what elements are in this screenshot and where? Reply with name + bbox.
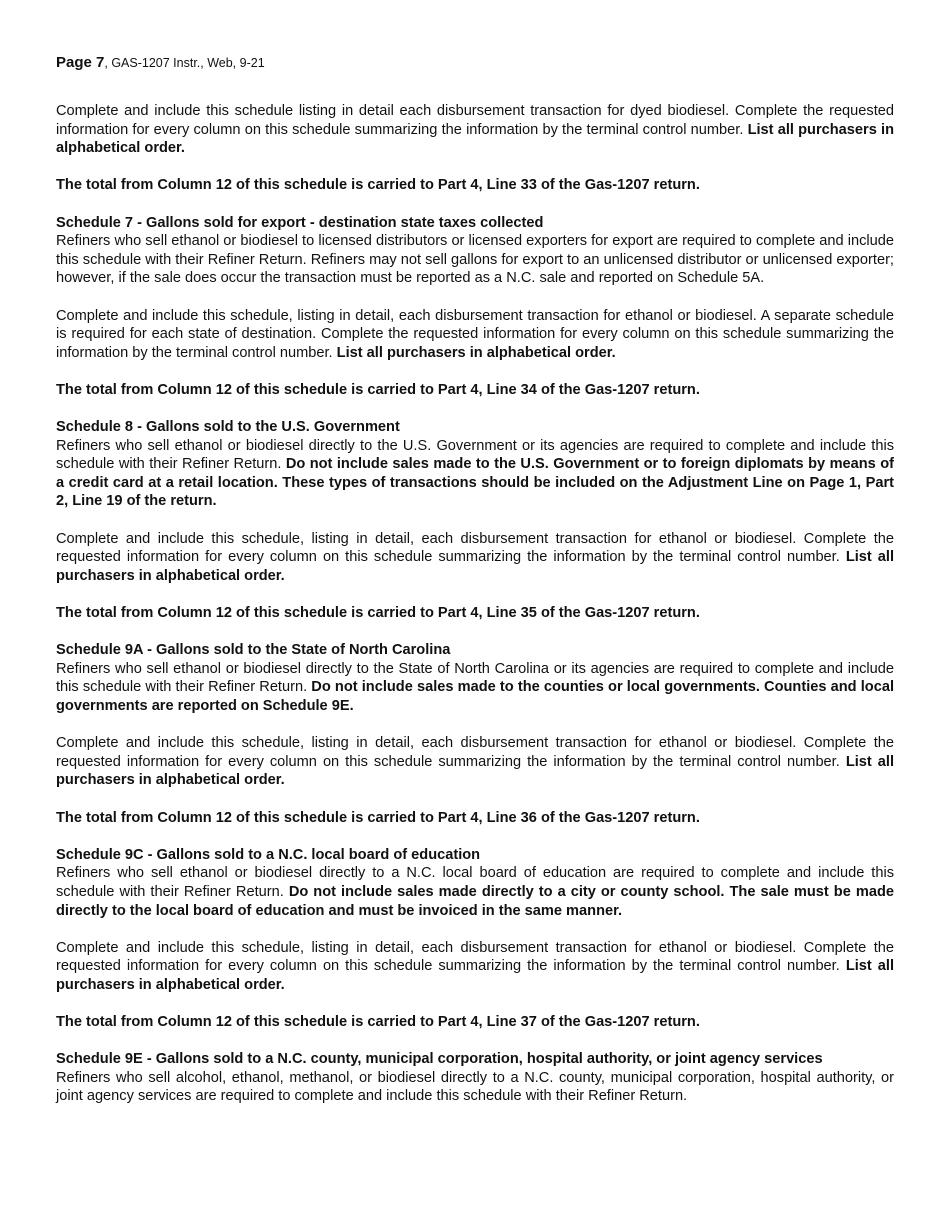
schedule-7-instructions [56, 307, 894, 363]
schedule-8-section [56, 418, 894, 511]
schedule-9c-title: Schedule 9C - Gallons sold to a N.C. local board of education [56, 846, 481, 863]
schedule-9c-section [56, 846, 894, 920]
schedule-9e-section [56, 1050, 894, 1106]
schedule-8-instructions [56, 530, 894, 586]
document-page [56, 54, 894, 1125]
schedule-9e-body: Refiners who sell alcohol, ethanol, methanol, or biodiesel directly to a N.C. county, municipal corporation, hospital authority, or joint agency services are required to complete and include this schedule with their Refiner Return. [56, 1069, 894, 1105]
header-separator: , [104, 56, 112, 70]
schedule-7-instructions-bold: List all purchasers in alphabetical order. [336, 344, 616, 361]
schedule-9c-body-bold: Do not include sales made directly to a city or county school. The sale must be made directly to the local board of education and must be invoiced in the same manner. [56, 883, 894, 919]
schedule-9a-body [56, 660, 894, 716]
schedule-8-body [56, 437, 894, 511]
schedule-9a-section [56, 641, 894, 715]
schedule-7-section [56, 214, 894, 288]
schedule-8-total-line: The total from Column 12 of this schedule is carried to Part 4, Line 35 of the Gas-1207 return. [56, 605, 700, 622]
page-number: Page 7 [56, 54, 105, 71]
schedule-9a-total-line: The total from Column 12 of this schedule is carried to Part 4, Line 36 of the Gas-1207 return. [56, 809, 700, 826]
schedule-9a-title: Schedule 9A - Gallons sold to the State of North Carolina [56, 642, 451, 659]
schedule-7-body: Refiners who sell ethanol or biodiesel to licensed distributors or licensed exporters for export are required to complete and include this schedule with their Refiner Return. Refiners may not sell gallons for export to an unlicensed distributor or unlicensed exporter; however, if the sale does occur the transaction must be reported as a N.C. sale and reported on Schedule 5A. [56, 233, 894, 287]
schedule-9c-instructions-text: Complete and include this schedule, listing in detail, each disbursement transaction for ethanol or biodiesel. Complete the requested information for every column on this schedule summarizing the information by the terminal control number. [56, 939, 894, 975]
schedule-9a-body-bold: Do not include sales made to the counties or local governments. Counties and local governments are reported on Schedule 9E. [56, 679, 894, 714]
schedule-9a-instructions-bold: List all purchasers in alphabetical order. [56, 753, 894, 789]
schedule-9c-body [56, 864, 894, 920]
schedule-9c-instructions-bold: List all purchasers in alphabetical order. [56, 958, 894, 993]
schedule-7-title: Schedule 7 - Gallons sold for export - destination state taxes collected [56, 214, 544, 231]
intro-paragraph [56, 102, 894, 158]
schedule-9e-title: Schedule 9E - Gallons sold to a N.C. county, municipal corporation, hospital authority, or joint agency services [56, 1051, 823, 1068]
schedule-8-body-text: Refiners who sell ethanol or biodiesel directly to the U.S. Government or its agencies are required to complete and include this schedule with their Refiner Return. [56, 437, 894, 473]
intro-bold-text: List all purchasers in alphabetical order. [56, 121, 894, 157]
schedule-9a-body-text: Refiners who sell ethanol or biodiesel directly to the State of North Carolina or its agencies are required to complete and include this schedule with their Refiner Return. [56, 660, 894, 696]
schedule-9a-instructions [56, 734, 894, 790]
page-header [56, 54, 894, 72]
schedule-8-instructions-bold: List all purchasers in alphabetical order. [56, 549, 894, 584]
schedule-8-body-bold: Do not include sales made to the U.S. Government or to foreign diplomats by means of a credit card at a retail location. These types of transactions should be included on the Adjustment Line on Page 1, Part 2, Line 19 of the return. [56, 456, 895, 510]
schedule-9c-body-text: Refiners who sell ethanol or biodiesel directly to a N.C. local board of education are required to complete and include this schedule with their Refiner Return. [56, 865, 894, 900]
schedule-9a-instructions-text: Complete and include this schedule, listing in detail, each disbursement transaction for ethanol or biodiesel. Complete the requested information for every column on this schedule summarizing the information by the terminal control number. [56, 735, 894, 770]
schedule-9c-total-line: The total from Column 12 of this schedule is carried to Part 4, Line 37 of the Gas-1207 return. [56, 1014, 700, 1031]
intro-text: Complete and include this schedule listing in detail each disbursement transaction for dyed biodiesel. Complete the requested information for every column on this schedule summarizing the information by the terminal control number. [56, 103, 894, 138]
schedule-9c-instructions [56, 939, 894, 995]
schedule-8-instructions-text: Complete and include this schedule, listing in detail, each disbursement transaction for ethanol or biodiesel. Complete the requested information for every column on this schedule summarizing the information by the terminal control number. [56, 530, 894, 566]
schedule-8-title: Schedule 8 - Gallons sold to the U.S. Government [56, 419, 400, 436]
intro-total-line: The total from Column 12 of this schedule is carried to Part 4, Line 33 of the Gas-1207 return. [56, 177, 700, 194]
document-reference: GAS-1207 Instr., Web, 9-21 [111, 56, 265, 70]
schedule-7-total-line: The total from Column 12 of this schedule is carried to Part 4, Line 34 of the Gas-1207 return. [56, 381, 700, 398]
schedule-7-instructions-text: Complete and include this schedule, listing in detail, each disbursement transaction for ethanol or biodiesel. A separate schedule is required for each state of destination. Complete the requested information for every column on this schedule summarizing the information by the terminal control number. [56, 307, 894, 361]
